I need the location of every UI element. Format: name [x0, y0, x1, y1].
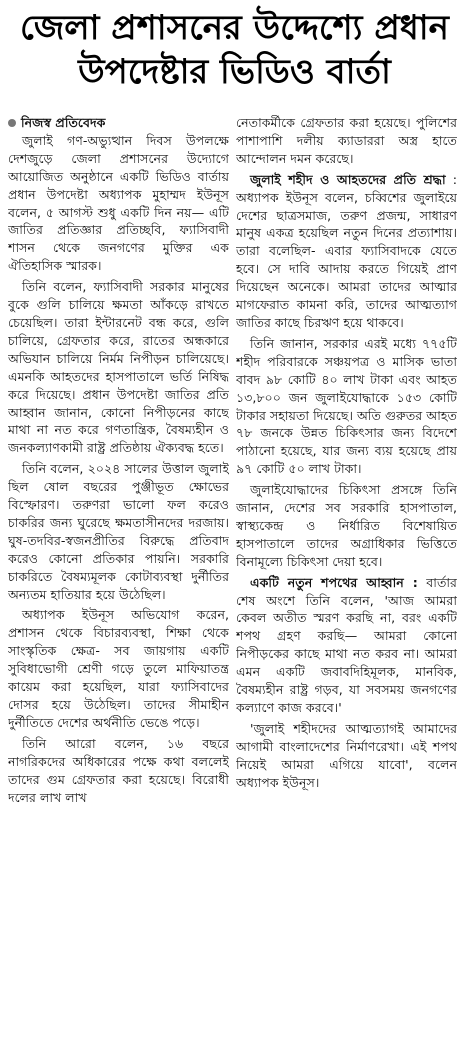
subheading: একটি নতুন শপথের আহ্বান :: [250, 574, 418, 590]
paragraph: তিনি বলেন, ফ্যাসিবাদী সরকার মানুষের বুকে গুলি চালিয়ে ক্ষমতা আঁকড়ে রাখতে চেয়েছিল। তারা ইন্টারনেট বন্ধ করে, গুলি চালিয়ে, গ্রেফতার করে, রাতের অন্ধকারে অভিযান চালিয়ে নির্মম নিপীড়ন চালিয়েছে। এমনকি আহতদের হাসপাতালে ভর্তি নিষিদ্ধ করে দিয়েছে। প্রধান উপদেষ্টা জাতির প্রতি আহ্বান জানান, কোনো নিপীড়নের কাছে মাথা না নত করে গণতান্ত্রিক, বৈষম্যহীন ও জনকল্যাণকামী রাষ্ট্র প্রতিষ্ঠায় ঐক্যবদ্ধ হতে।: [8, 279, 229, 456]
left-column: [8, 114, 229, 1040]
headline-line-2: উপদেষ্টার ভিডিও বার্তা: [78, 52, 391, 92]
paragraph: জুলাইযোদ্ধাদের চিকিৎসা প্রসঙ্গে তিনি জানান, দেশের সব সরকারি হাসপাতাল, স্বাস্থ্যকেন্দ্র ও নির্ধারিত বিশেষায়িত হাসপাতালে তাদের অগ্রাধিকার ভিত্তিতে বিনামূল্যে চিকিৎসা দেয়া হবে।: [236, 482, 457, 569]
headline-line-1: জেলা প্রশাসনের উদ্দেশ্যে প্রধান: [20, 8, 449, 48]
paragraph: অধ্যাপক ইউনূস অভিযোগ করেন, প্রশাসন থেকে বিচারব্যবস্থা, শিক্ষা থেকে সাংস্কৃতিক ক্ষেত্র- সব জায়গায় একটি সুবিধাভোগী শ্রেণী গড়ে তুলে মাফিয়াতন্ত্র কায়েম করা হয়েছিল, যারা ফ্যাসিবাদের দোসর হয়ে উঠেছিল। তাদের সীমাহীন দুর্নীতিতে দেশের অর্থনীতি ভেঙে পড়ে।: [8, 607, 229, 730]
paragraph: তিনি জানান, সরকার এরই মধ্যে ৭৭৫টি শহীদ পরিবারকে সঞ্চয়পত্র ও মাসিক ভাতা বাবদ ৯৮ কোটি ৪০ লাখ টাকা এবং আহত ১৩,৮০০ জন জুলাইযোদ্ধাকে ১৫৩ কোটি টাকার সহায়তা দিয়েছে। অতি গুরুতর আহত ৭৮ জনকে উন্নত চিকিৎসার জন্য বিদেশে পাঠানো হয়েছে, যার জন্য ব্যয় হয়েছে প্রায় ৯৭ কোটি ৫০ লাখ টাকা।: [236, 335, 457, 477]
section-paragraph: [236, 574, 457, 717]
paragraph-text: বার্তার শেষ অংশে তিনি বলেন, 'আজ আমরা কেবল অতীত স্মরণ করছি না, বরং একটি শপথ গ্রহণ করছি— আমরা কোনো নিপীড়কের কাছে মাথা নত করব না। আমরা এমন একটি জবাবদিহিমূলক, মানবিক, বৈষম্যহীন রাষ্ট্র গড়ব, যা সবসময় জনগণের কল্যাণে কাজ করবে।': [236, 574, 457, 715]
headline: [4, 6, 465, 94]
paragraph: 'জুলাই শহীদদের আত্মত্যাগই আমাদের আগামী বাংলাদেশের নির্মাণরেখা। এই শপথ নিয়েই আমরা এগিয়ে যাবো', বলেন অধ্যাপক ইউনূস।: [236, 720, 457, 790]
subheading: জুলাই শহীদ ও আহতদের প্রতি শ্রদ্ধা: [250, 171, 446, 187]
paragraph-text: : অধ্যাপক ইউনূস বলেন, চব্বিশের জুলাইয়ে দেশের ছাত্রসমাজ, তরুণ প্রজন্ম, সাধারণ মানুষ একত্র হয়েছিল নতুন দিনের প্রত্যাশায়। তারা বলেছিল- এবার ফ্যাসিবাদকে যেতে হবে। সে দাবি আদায় করতে গিয়েই প্রাণ দিয়েছেন অনেকে। আমরা তাদের আত্মার মাগফেরাত কামনা করি, তাদের আত্মত্যাগ জাতির কাছে চিরঋণ হয়ে থাকবে।: [236, 171, 457, 330]
bullet-icon: [8, 119, 16, 127]
paragraph: জুলাই গণ-অভ্যুত্থান দিবস উপলক্ষে দেশজুড়ে জেলা প্রশাসনের উদ্যোগে আয়োজিত অনুষ্ঠানে একটি ভিডিও বার্তায় প্রধান উপদেষ্টা অধ্যাপক মুহাম্মদ ইউনূস বলেন, ৫ আগস্ট শুধু একটি দিন নয়— এটি জাতির প্রতিজ্ঞার প্রতিচ্ছবি, ফ্যাসিবাদী শাসন থেকে জনগণের মুক্তির এক ঐতিহাসিক স্মারক।: [8, 132, 229, 274]
byline: [8, 114, 229, 132]
paragraph: তিনি আরো বলেন, ১৬ বছরে নাগরিকদের অধিকারের পক্ষে কথা বললেই তাদের গুম গ্রেফতার করা হয়েছে। বিরোধী দলের লাখ লাখ: [8, 735, 229, 805]
section-paragraph: [236, 171, 457, 332]
byline-text: নিজস্ব প্রতিবেদক: [21, 115, 106, 130]
right-column: [236, 114, 457, 1040]
paragraph: তিনি বলেন, ২০২৪ সালের উত্তাল জুলাই ছিল ষোল বছরের পুঞ্জীভূত ক্ষোভের বিস্ফোরণ। তরুণরা ভালো ফল করেও চাকরির জন্য ঘুরেছে ক্ষমতাসীনদের দরজায়। ঘুষ-তদবির-স্বজনপ্রীতির বিরুদ্ধে প্রতিবাদ করেও কোনো প্রতিকার পায়নি। সরকারি চাকরিতে বৈষম্যমূলক কোটাব্যবস্থা দুর্নীতির অন্যতম হাতিয়ার হয়ে উঠেছিল।: [8, 461, 229, 602]
paragraph-continued: নেতাকর্মীকে গ্রেফতার করা হয়েছে। পুলিশের পাশাপাশি দলীয় ক্যাডাররা অস্ত্র হাতে আন্দোলন দমন করেছে।: [236, 115, 457, 166]
